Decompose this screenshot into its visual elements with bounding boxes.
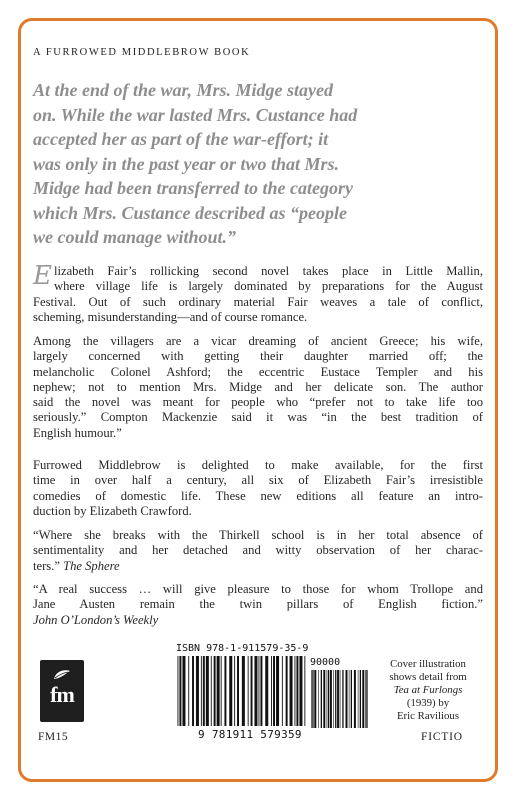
barcode-bar	[349, 670, 350, 728]
barcode-bar	[273, 656, 275, 726]
barcode-bar	[192, 656, 194, 726]
barcode-bar	[260, 656, 262, 726]
barcode-bar	[366, 670, 367, 728]
text-line: nephew; not to mention Mrs. Midge and her delicate son. The author	[33, 379, 483, 394]
pull-quote-line: accepted her as part of the war-effort; it	[33, 129, 329, 149]
barcode-bar	[276, 656, 279, 726]
series-code: FM15	[38, 731, 69, 743]
barcode-bar	[304, 656, 305, 726]
barcode-bar	[314, 670, 316, 728]
barcode-bar	[318, 670, 319, 728]
cover-note-artist: Eric Ravilious	[396, 710, 460, 722]
cover-note-year: (1939)	[406, 697, 436, 709]
text-line: Furrowed Middlebrow is delighted to make available, for the first	[33, 458, 483, 472]
leaf-icon	[52, 669, 72, 681]
barcode-bar	[229, 656, 232, 726]
review-text: ters.”	[33, 558, 60, 573]
barcode-bar	[351, 670, 352, 728]
barcode-bar	[221, 656, 222, 726]
barcode-bar	[340, 670, 341, 728]
barcode-bar	[323, 670, 325, 728]
pull-quote	[33, 78, 493, 250]
review-sphere	[33, 528, 483, 574]
barcode-bar	[182, 656, 185, 726]
description-paragraph	[33, 261, 483, 325]
barcode-bar	[206, 656, 209, 726]
barcode-bar	[328, 670, 329, 728]
isbn-label: ISBN 978-1-911579-35-9	[176, 643, 309, 654]
text-line	[33, 559, 483, 574]
cover-note-line: Cover illustration	[390, 658, 466, 670]
text-line: duction by Elizabeth Crawford.	[33, 503, 192, 518]
barcode-bar	[234, 656, 235, 726]
barcode-bar	[358, 670, 359, 728]
pull-quote-line: we could manage without.”	[33, 227, 237, 247]
barcode-bar	[201, 656, 202, 726]
barcode-bar	[330, 670, 332, 728]
text-line: comedies of domestic life. These new editions all feature an intro-	[33, 488, 483, 503]
text-line	[33, 613, 483, 628]
barcode-bar	[178, 656, 179, 726]
series-label: A FURROWED MIDDLEBROW BOOK	[33, 47, 251, 58]
barcode-bar	[295, 656, 296, 726]
category-label: FICTIO	[421, 731, 463, 743]
barcode-bar	[335, 670, 336, 728]
review-john-olondon	[33, 582, 483, 628]
text-line: “A real success … will give pleasure to those for whom Trollope and	[33, 582, 483, 596]
barcode-bar	[337, 670, 339, 728]
text-line: melancholic Colonel Ashford; the eccentric Eustace Templer and his	[33, 364, 483, 379]
barcode-bar	[296, 656, 298, 726]
barcode-bar	[290, 656, 293, 726]
cover-note-by: by	[438, 697, 450, 709]
barcode-bar	[179, 656, 181, 726]
barcode-bar	[242, 656, 245, 726]
barcode-bar	[237, 656, 239, 726]
barcode-bar	[259, 656, 260, 726]
text-line: Festival. Out of such ordinary material Fair weaves a tale of conflict,	[33, 294, 483, 309]
publisher-paragraph	[33, 458, 483, 519]
publisher-logo	[40, 660, 84, 722]
barcode-bar	[196, 656, 199, 726]
barcode-bar	[214, 656, 216, 726]
logo-mark: fm	[50, 682, 74, 707]
cover-note-title: Tea at Furlongs	[393, 684, 463, 696]
barcode-bar	[248, 656, 249, 726]
characters-paragraph	[33, 334, 483, 441]
pull-quote-line: on. While the war lasted Mrs. Custance had	[33, 104, 358, 125]
text-line: largely concerned with getting their daughter married off; the	[33, 349, 483, 364]
barcode-bar	[299, 656, 302, 726]
barcode-bar	[312, 670, 313, 728]
text-line: scheming, misunderstanding—and of course romance.	[33, 309, 308, 324]
cover-illustration-note	[372, 658, 484, 723]
barcode-bar	[346, 670, 348, 728]
cover-note-line	[372, 697, 484, 710]
barcode-bar	[365, 670, 366, 728]
review-source: The Sphere	[63, 558, 120, 573]
text-line: time in over half a century, all six of Elizabeth Fair’s irresistible	[33, 473, 483, 488]
barcode-bar	[282, 656, 283, 726]
barcode-bar	[286, 656, 288, 726]
barcode-bar	[327, 670, 328, 728]
barcode-bar	[224, 656, 226, 726]
barcode-bar	[203, 656, 205, 726]
barcode-bar	[271, 656, 272, 726]
barcode-bar	[333, 670, 334, 728]
cover-note-line: shows detail from	[389, 671, 467, 683]
text-line: English humour.”	[33, 425, 122, 440]
pull-quote-line: was only in the past year or two that Mrs.	[33, 153, 340, 174]
text-line: Among the villagers are a vicar dreaming of ancient Greece; his wife,	[33, 334, 483, 348]
barcode-bar	[211, 656, 212, 726]
barcode-bar	[354, 670, 356, 728]
text-line: lizabeth Fair’s rollicking second novel takes place in Little Mallin,	[53, 264, 483, 278]
barcode-bar	[188, 656, 189, 726]
pull-quote-line: Midge had been transferred to the category	[33, 178, 353, 198]
barcode-bar	[360, 670, 361, 728]
drop-cap: E	[33, 261, 52, 291]
pull-quote-line: At the end of the war, Mrs. Midge stayed	[33, 80, 334, 100]
review-source: John O’London’s Weekly	[33, 612, 159, 627]
pull-quote-line: which Mrs. Custance described as “people	[33, 202, 348, 223]
barcode-bar	[342, 670, 343, 728]
text-line: sentimentality and her detached and witty observation of her charac-	[33, 543, 483, 558]
text-line: seriously.” Compton Mackenzie said it was “in the best tradition of	[33, 410, 483, 425]
barcode-bar	[362, 670, 364, 728]
barcode-bar	[254, 656, 257, 726]
text-line: “Where she breaks with the Thirkell school is in her total absence of	[33, 528, 483, 542]
text-line: said the novel was meant for people who “prefer not to take life too	[33, 395, 483, 410]
price-barcode	[310, 670, 372, 740]
barcode-bar	[217, 656, 220, 726]
text-line: Jane Austen remain the twin pillars of English fiction.”	[33, 597, 483, 612]
ean-digits: 9 781911 579359	[198, 728, 302, 741]
barcode-bar	[265, 656, 268, 726]
price-code: 90000	[310, 657, 341, 668]
barcode-bar	[321, 670, 322, 728]
text-line: where village life is largely dominated by preparations for the August	[53, 279, 483, 294]
barcode-bar	[251, 656, 253, 726]
barcode-bar	[311, 670, 312, 728]
